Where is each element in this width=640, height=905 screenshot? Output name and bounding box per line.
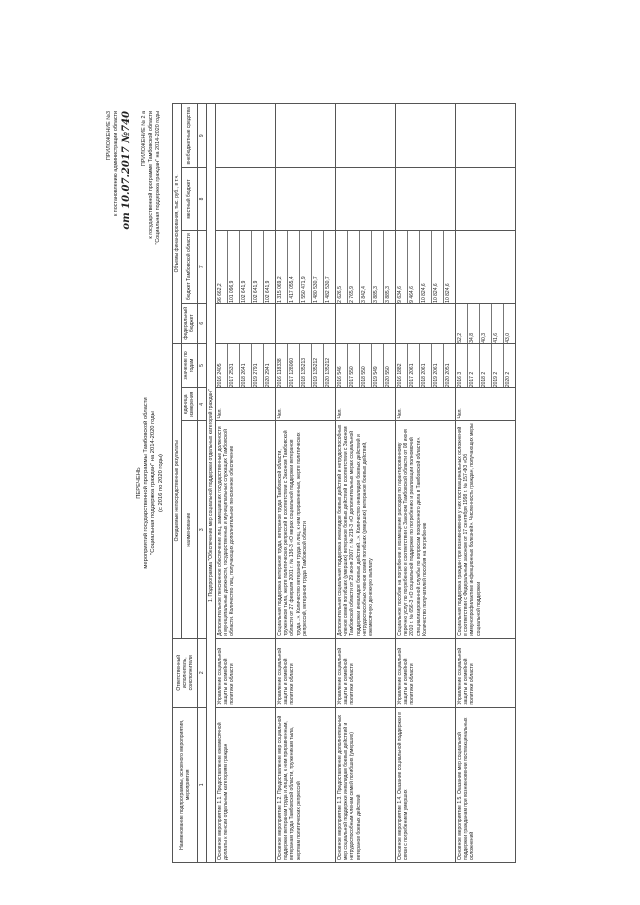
year: 2017 <box>229 376 236 388</box>
amount: 102 641,9 <box>265 280 272 303</box>
amount: 10 824,6 <box>432 231 444 303</box>
header-result-name: наименование <box>182 421 197 638</box>
measure-name: Основное мероприятие 1.1. Предоставление ежемесячной доплаты к пенсии отдельным категориям граждан <box>216 707 276 862</box>
subprogram-title: 1. Подпрограмма "Обеспечение мер социальной поддержки отдельных категорий граждан" <box>206 104 215 863</box>
appendix-label: ПРИЛОЖЕНИЕ №3 <box>106 111 112 161</box>
local-budget-cell <box>456 168 516 230</box>
amount: 1 480 530,7 <box>312 231 324 303</box>
year-value: 135212 <box>325 357 332 375</box>
amount: 3 885,3 <box>372 231 384 303</box>
measure-name: Основное мероприятие 1.3. Предоставление дополнительных мер социальной поддержки инвалидам боевых действий и нетрудоспособным членам семей погибших (умерших) ветеранов боевых действий <box>336 707 396 862</box>
table-row <box>216 104 276 863</box>
regional-budget-cell <box>276 230 336 303</box>
year: 2017 <box>349 376 356 388</box>
year-value: 128060 <box>289 357 296 375</box>
amount: 34,8 <box>468 304 480 343</box>
amount: 102 641,9 <box>252 231 264 303</box>
header-year-values: значение по годам <box>182 343 197 387</box>
local-budget-cell <box>276 168 336 230</box>
column-number-row <box>197 104 206 863</box>
col-number: 3 <box>197 421 206 638</box>
measure-result: Социальная поддержка граждан при возникновении у них поствакцинальных осложнений в соответствии с Федеральным законом от 17 сентября 1998 г. № 157-ФЗ «Об иммунопрофилактике инфекционных болезней». Численность граждан, получающих меры социальной поддержки <box>456 421 516 638</box>
year-value: 2531 <box>229 363 236 375</box>
year: 2016 <box>277 376 284 388</box>
measure-executor: Управление социальной защиты и семейной политики области <box>336 638 396 707</box>
year-value: 2641 <box>241 363 248 375</box>
header-executor: Ответственный исполнитель, соисполнители <box>173 638 198 707</box>
amount: 2 765,9 <box>348 231 360 303</box>
year-values-cell <box>396 343 456 387</box>
year-value: 2941 <box>265 363 272 375</box>
amount: 3 885,3 <box>385 286 392 303</box>
table-row <box>336 104 396 863</box>
year: 2017 <box>409 376 416 388</box>
amount: 3 842,4 <box>360 231 372 303</box>
year: 2018 <box>241 376 248 388</box>
year: 2016 <box>397 376 404 388</box>
title-line-3: "Социальная поддержка граждан" на 2014-2020 годы <box>150 411 157 555</box>
year: 2020 <box>445 376 452 388</box>
header-name: Наименование подпрограммы, основного мероприятия, мероприятия <box>173 707 198 862</box>
regional-budget-cell <box>216 230 276 303</box>
year: 2020 <box>505 376 512 388</box>
year: 2020 <box>385 376 392 388</box>
amount: 10 824,6 <box>420 231 432 303</box>
table-row <box>396 104 456 863</box>
header-unit: единица измерения <box>182 388 197 421</box>
col-number: 9 <box>197 104 206 168</box>
year: 2018 <box>361 376 368 388</box>
handwritten-signature-line: от 10.07.2017 №740 <box>121 111 132 230</box>
year-value: 118338 <box>277 358 284 375</box>
year-value: 550 <box>349 366 356 375</box>
amount: 10 824,6 <box>445 283 452 303</box>
rotated-page <box>100 103 600 863</box>
year: 2018 <box>301 376 308 388</box>
year-values-cell <box>216 343 276 387</box>
extrabudgetary-cell <box>336 104 396 168</box>
amount: 102 641,9 <box>240 231 252 303</box>
federal-budget-cell <box>216 303 276 343</box>
amount: 41,6 <box>492 304 504 343</box>
local-budget-cell <box>336 168 396 230</box>
decree-line: к постановлению администрации области <box>113 111 119 217</box>
extrabudgetary-cell <box>216 104 276 168</box>
header-federal-budget: федеральный бюджет <box>182 303 197 343</box>
title-line-1: ПЕРЕЧЕНЬ <box>136 467 142 499</box>
year: 2019 <box>313 376 320 388</box>
header-funding: Объемы финансирования, тыс. руб., в т.ч. <box>173 104 182 344</box>
program-reference: к государственной программе Тамбовской области <box>148 111 154 239</box>
year-value: 2405 <box>217 363 224 375</box>
amount: 1 417 055,4 <box>288 231 300 303</box>
header-local-budget: местный бюджет <box>182 168 197 230</box>
measure-executor: Управление социальной защиты и семейной политики области <box>396 638 456 707</box>
document-title <box>136 283 165 683</box>
table-row <box>276 104 336 863</box>
col-number: 8 <box>197 168 206 230</box>
header-results: Ожидаемые непосредственные результаты <box>173 343 182 638</box>
year: 2020 <box>325 376 332 388</box>
amount: 1 482 530,7 <box>325 276 332 303</box>
measure-name: Основное мероприятие 1.2. Предоставление мер социальной поддержки ветеранам труда и лицам, к ним приравненным, ветеранам труда Тамбовской области, труженикам тыла, жертвам политических репрессий <box>276 707 336 862</box>
amount: 43,0 <box>505 333 512 343</box>
measure-name: Основное мероприятие 1.4. Оказание социальной поддержки в связи с погребением умерших <box>396 707 456 862</box>
regional-budget-cell <box>396 230 456 303</box>
year: 2019 <box>493 376 500 388</box>
measure-unit: Чел. <box>216 388 276 421</box>
federal-budget-cell <box>276 303 336 343</box>
year-value: 550 <box>385 366 392 375</box>
year-value: 3 <box>457 371 464 375</box>
extrabudgetary-cell <box>396 104 456 168</box>
col-number: 6 <box>197 303 206 343</box>
header-extrabudgetary: внебюджетные средства <box>182 104 197 168</box>
col-number: 4 <box>197 388 206 421</box>
year-value: 2 <box>469 371 476 375</box>
title-line-4: (с 2016 по 2020 годы) <box>157 454 164 512</box>
year-value: 2061 <box>421 363 428 375</box>
col-number: 2 <box>197 638 206 707</box>
amount: 9 464,6 <box>408 231 420 303</box>
year-value: 550 <box>361 366 368 375</box>
measure-unit: Чел. <box>276 388 336 421</box>
year: 2016 <box>337 376 344 388</box>
col-number: 7 <box>197 230 206 303</box>
measure-name: Основное мероприятие 1.5. Оказание мер социальной поддержки гражданам при возникновении поствакцинальных осложнений <box>456 707 516 862</box>
year-value: 2051 <box>445 363 452 375</box>
measure-unit: Чел. <box>456 388 516 421</box>
table-row <box>456 104 516 863</box>
measure-unit: Чел. <box>396 388 456 421</box>
local-budget-cell <box>216 168 276 230</box>
year: 2016 <box>217 376 224 388</box>
federal-budget-cell <box>336 303 396 343</box>
year-values-cell <box>336 343 396 387</box>
year-value: 2 <box>493 371 500 375</box>
measure-result: Социальное пособие на погребение и возмещение расходов по гарантированному перечню услуг по погребению в соответствии с Законом Тамбовской области от 08 июня 2010 г. № 656-З «О социальной поддержке по погребению и реализации полномочий специализированной службы по вопросам похоронного дела в Тамбовской области». Количество получателей пособия на погребение <box>396 421 456 638</box>
year: 2019 <box>373 376 380 388</box>
year-value: 135212 <box>313 357 320 375</box>
year: 2017 <box>469 376 476 388</box>
year: 2019 <box>433 376 440 388</box>
year-values-cell <box>456 343 516 387</box>
year-value: 2061 <box>409 363 416 375</box>
header-regional-budget: бюджет Тамбовской области <box>182 230 197 303</box>
year: 2017 <box>289 376 296 388</box>
measure-executor: Управление социальной защиты и семейной политики области <box>216 638 276 707</box>
year-value: 2 <box>481 371 488 375</box>
amount: 9 634,6 <box>396 231 408 303</box>
year: 2018 <box>481 376 488 388</box>
amount: 40,3 <box>480 304 492 343</box>
local-budget-cell <box>396 168 456 230</box>
measure-executor: Управление социальной защиты и семейной политики области <box>276 638 336 707</box>
federal-budget-cell <box>396 303 456 343</box>
year: 2020 <box>265 376 272 388</box>
year-value: 2 <box>505 371 512 375</box>
year-value: 135213 <box>301 357 308 375</box>
col-number: 1 <box>197 707 206 862</box>
year: 2019 <box>253 376 260 388</box>
title-line-2: мероприятий государственной программы Тамбовской области <box>143 397 150 569</box>
year: 2018 <box>421 376 428 388</box>
measure-result: Социальная поддержка ветеранов труда, ветеранов труда Тамбовской области, тружеников тыла, жертв политических репрессий в соответствии с Законом Тамбовской области от 27 февраля 2001 г. № 136-З «О мерах социальной поддержки ветеранов труда...». Количество ветеранов труда и лиц, к ним приравненных, жертв политических репрессий, ветеранов труда Тамбовской области <box>276 421 336 638</box>
extrabudgetary-cell <box>456 104 516 168</box>
measure-executor: Управление социальной защиты и семейной политики области <box>456 638 516 707</box>
year-value: 1882 <box>397 363 404 375</box>
amount: 2 626,5 <box>336 231 348 303</box>
amount: 101 096,9 <box>228 231 240 303</box>
measure-result: Дополнительное пенсионное обеспечение лиц, замещавших государственные должности и муниципальные должности, государственных и муниципальных служащих Тамбовской области. Количество лиц, получающих дополнительное пенсионное обеспечение <box>216 421 276 638</box>
extrabudgetary-cell <box>276 104 336 168</box>
year: 2016 <box>457 376 464 388</box>
amount: 1 550 471,9 <box>300 231 312 303</box>
appendix-2-label: ПРИЛОЖЕНИЕ № 2 а <box>141 111 147 167</box>
year-values-cell <box>276 343 336 387</box>
year-value: 2061 <box>433 363 440 375</box>
federal-budget-cell <box>456 303 516 343</box>
measure-result: Дополнительная социальная поддержка инвалидов боевых действий и нетрудоспособных членов семей погибших (умерших) ветеранов боевых действий в соответствии с Законом Тамбовской области от 29 июня 2007 г. № 219-З «О дополнительных мерах социальной поддержки инвалидов боевых действий...». Количество инвалидов боевых действий и нетрудоспособных членов семей погибших (умерших) ветеранов боевых действий, ежемесячную денежную выплату <box>336 421 396 638</box>
amount: 52,2 <box>456 304 468 343</box>
measure-unit: Чел. <box>336 388 396 421</box>
regional-budget-cell <box>456 230 516 303</box>
amount: 96 662,2 <box>216 231 228 303</box>
regional-budget-cell <box>336 230 396 303</box>
year-value: 546 <box>337 366 344 375</box>
year-value: 2791 <box>253 363 260 375</box>
measures-table <box>172 103 516 863</box>
amount: 1 315 069,2 <box>276 231 288 303</box>
col-number: 5 <box>197 343 206 387</box>
year-value: 549 <box>373 366 380 375</box>
program-name: "Социальная поддержка граждан" на 2014-2020 годы <box>155 111 161 245</box>
